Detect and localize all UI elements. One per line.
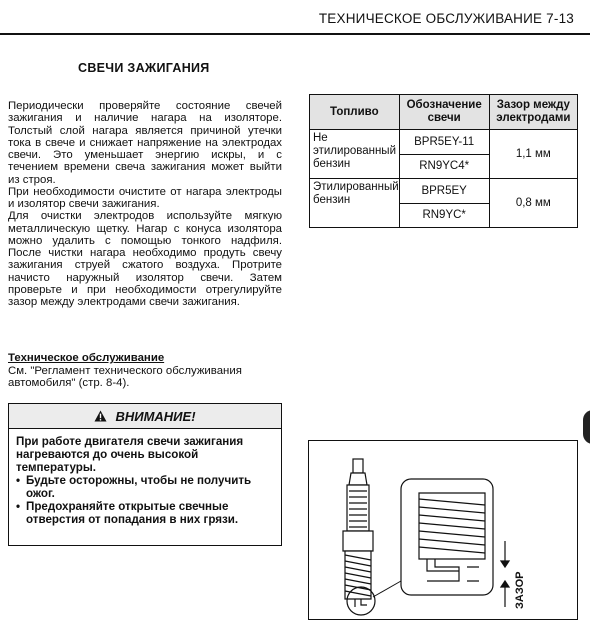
page-header-title: ТЕХНИЧЕСКОЕ ОБСЛУЖИВАНИЕ 7-13	[318, 11, 574, 26]
body-text	[8, 100, 282, 308]
table-cell-plug: RN9YC*	[399, 203, 489, 228]
table-header-fuel: Топливо	[310, 95, 400, 130]
warning-bullet-text: Предохраняйте открытые свечные отверстия от попадания в них грязи.	[26, 500, 239, 526]
table-cell-gap: 1,1 мм	[489, 130, 577, 179]
section-title: СВЕЧИ ЗАЖИГАНИЯ	[78, 61, 210, 75]
warning-icon	[94, 410, 107, 422]
spark-plug-figure	[308, 440, 578, 620]
table-cell-plug: BPR5EY-11	[399, 130, 489, 155]
table-header-gap: Зазор между электродами	[489, 95, 577, 130]
spark-plug-illustration	[309, 441, 576, 618]
maintenance-heading: Техническое обслуживание	[8, 352, 165, 364]
table-row	[310, 130, 578, 155]
header-divider	[0, 33, 590, 35]
gap-detail-drawing	[401, 479, 509, 607]
paragraph-3: Для очистки электродов используйте мягкую металлическую щетку. Нагар с конуса изолятора можно удалить с помощью тонкого надфиля. После чистки нагара необходимо продуть свечу зажигания струей сжатого воздуха. Протрите начисто наружный изолятор свечи. Затем проверьте и при необходимости отрегулируйте зазор между электродами свечи зажигания.	[8, 210, 282, 308]
spark-plug-table	[309, 94, 578, 228]
spark-plug-drawing	[343, 459, 375, 615]
side-tab-marker	[583, 410, 590, 444]
table-cell-fuel: Не этилированный бензин	[310, 130, 400, 179]
warning-box	[8, 403, 282, 546]
table-cell-plug: RN9YC4*	[399, 154, 489, 179]
warning-body	[9, 429, 281, 526]
table-cell-gap: 0,8 мм	[489, 179, 577, 228]
table-row	[310, 179, 578, 204]
warning-title: ВНИМАНИЕ!	[115, 408, 196, 424]
table-cell-fuel: Этилированный бензин	[310, 179, 400, 228]
warning-bullet: • Предохраняйте открытые свечные отверстия от попадания в них грязи.	[16, 500, 275, 526]
maintenance-text: См. "Регламент технического обслуживания автомобиля" (стр. 8-4).	[8, 364, 242, 389]
warning-text: При работе двигателя свечи зажигания нагреваются до очень высокой температуры.	[16, 435, 244, 474]
table-header-row	[310, 95, 578, 130]
table-cell-plug: BPR5EY	[399, 179, 489, 204]
paragraph-1: Периодически проверяйте состояние свечей зажигания и наличие нагара на изоляторе. Толстый слой нагара является причиной утечки тока в свече и снижает напряжение на электродах свечи. Это уменьшает энергию искры, и с течением времени свеча зажигания может выйти из строя.	[8, 100, 282, 186]
warning-header	[9, 404, 281, 429]
warning-bullet: • Будьте осторожны, чтобы не получить ожог.	[16, 474, 275, 500]
table-header-plug: Обозначение свечи	[399, 95, 489, 130]
page-header	[0, 0, 590, 34]
gap-label: ЗАЗОР	[514, 571, 526, 609]
warning-bullet-text: Будьте осторожны, чтобы не получить ожог.	[26, 474, 252, 500]
maintenance-block	[8, 352, 282, 390]
paragraph-2: При необходимости очистите от нагара электроды и изолятор свечи зажигания.	[8, 185, 282, 210]
